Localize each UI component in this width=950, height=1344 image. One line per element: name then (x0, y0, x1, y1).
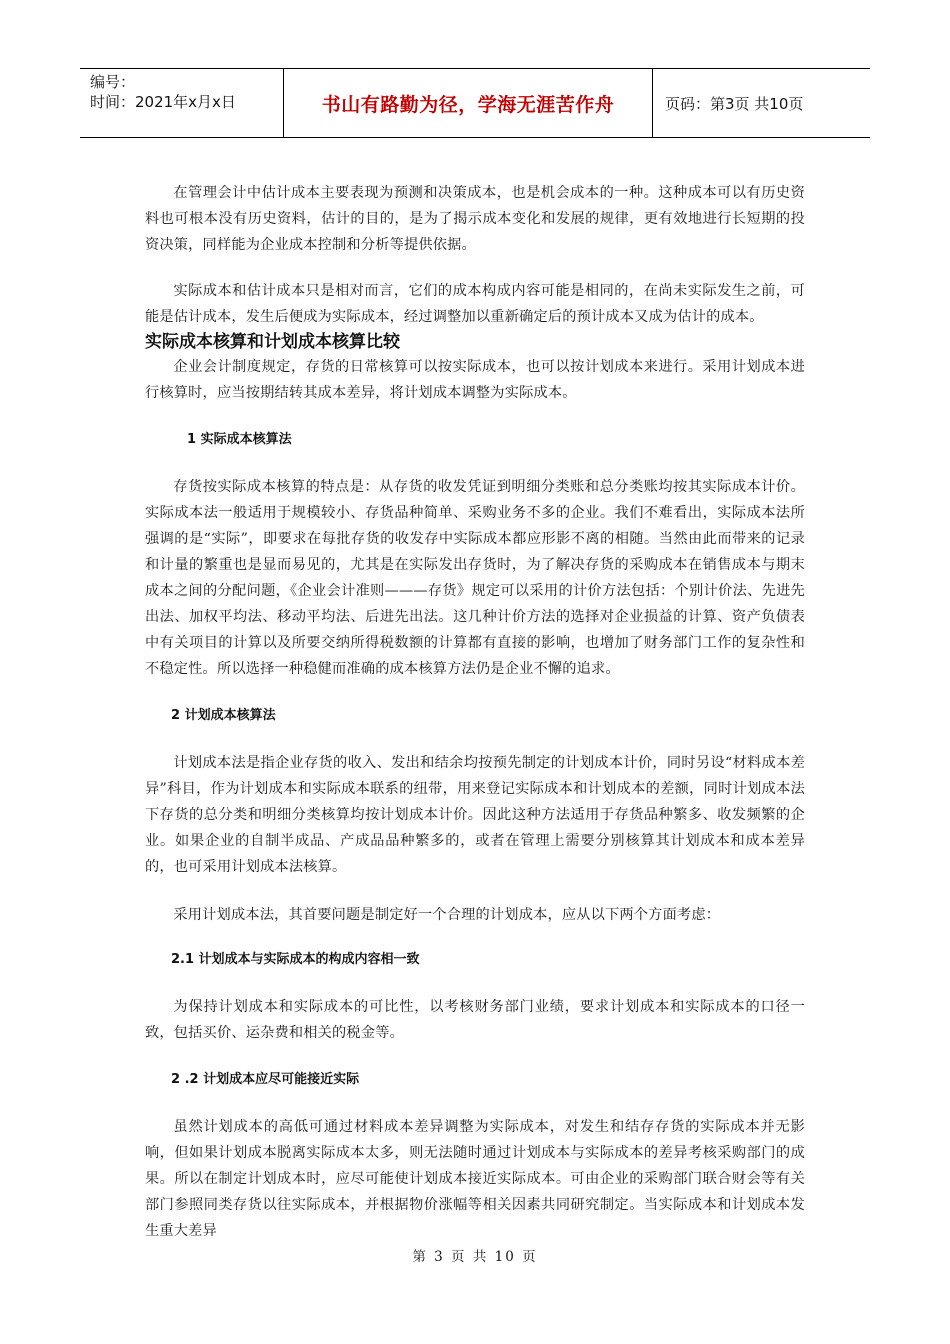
paragraph: 虽然计划成本的高低可通过材料成本差异调整为实际成本，对发生和结存存货的实际成本并无影响，但如果计划成本脱离实际成本太多，则无法随时通过计划成本与实际成本的差异考核采购部门的成果。所以在制定计划成本时，应尽可能使计划成本接近实际成本。可由企业的采购部门联合财会等有关部门参照同类存货以往实际成本，并根据物价涨幅等相关因素共同研究制定。当实际成本和计划成本发生重大差异 (145, 1119, 805, 1239)
paragraph: 计划成本法是指企业存货的收入、发出和结余均按预先制定的计划成本计价，同时另设“材料成本差异”科目，作为计划成本和实际成本联系的纽带，用来登记实际成本和计划成本的差额，同时计划成本法下存货的总分类和明细分类核算均按计划成本计价。因此这种方法适用于存货品种繁多、收发频繁的企业。如果企业的自制半成品、产成品品种繁多的，或者在管理上需要分别核算其计划成本和成本差异的，也可采用计划成本法核算。 (145, 755, 805, 875)
subsection-heading: 1 实际成本核算法 (187, 432, 292, 447)
header-page-info: 页码：第3页 共10页 (665, 94, 804, 113)
paragraph: 为保持计划成本和实际成本的可比性，以考核财务部门业绩，要求计划成本和实际成本的口径一致，包括买价、运杂费和相关的税金等。 (145, 999, 805, 1041)
paragraph: 企业会计制度规定，存货的日常核算可以按实际成本，也可以按计划成本来进行。采用计划成本进行核算时，应当按期结转其成本差异，将计划成本调整为实际成本。 (145, 359, 805, 401)
document-body (145, 180, 805, 1244)
paragraph: 存货按实际成本核算的特点是：从存货的收发凭证到明细分类账和总分类账均按其实际成本计价。实际成本法一般适用于规模较小、存货品种简单、采购业务不多的企业。我们不难看出，实际成本法所强调的是“实际”，即要求在每批存货的收发存中实际成本都应形影不离的相随。当然由此而带来的记录和计量的繁重也是显而易见的，尤其是在实际发出存货时，为了解决存货的采购成本在销售成本与期末成本之间的分配问题，《企业会计准则———存货》规定可以采用的计价方法包括：个别计价法、先进先出法、加权平均法、移动平均法、后进先出法。这几种计价方法的选择对企业损益的计算、资产负债表中有关项目的计算以及所要交纳所得税数额的计算都有直接的影响，也增加了财务部门工作的复杂性和不稳定性。所以选择一种稳健而准确的成本核算方法仍是企业不懈的追求。 (145, 479, 805, 677)
document-header (80, 68, 870, 138)
subsection-heading: 2 计划成本核算法 (171, 708, 276, 723)
paragraph: 采用计划成本法，其首要问题是制定好一个合理的计划成本，应从以下两个方面考虑： (173, 907, 721, 923)
subsection-heading: 2.1 计划成本与实际成本的构成内容相一致 (171, 952, 420, 967)
header-motto: 书山有路勤为径，学海无涯苦作舟 (283, 69, 653, 137)
date-label: 时间：2021年x月x日 (90, 93, 236, 111)
paragraph: 实际成本和估计成本只是相对而言，它们的成本构成内容可能是相同的，在尚未实际发生之前，可能是估计成本，发生后便成为实际成本，经过调整加以重新确定后的预计成本又成为估计的成本。 (145, 283, 805, 325)
paragraph: 在管理会计中估计成本主要表现为预测和决策成本，也是机会成本的一种。这种成本可以有历史资料也可根本没有历史资料，估计的目的，是为了揭示成本变化和发展的规律，更有效地进行长短期的投资决策，同样能为企业成本控制和分析等提供依据。 (145, 185, 805, 253)
header-meta (80, 69, 283, 137)
number-label: 编号： (90, 73, 136, 91)
section-heading: 实际成本核算和计划成本核算比较 (145, 332, 400, 352)
page-footer: 第 3 页 共 10 页 (412, 1249, 538, 1265)
subsection-heading: 2 .2 计划成本应尽可能接近实际 (171, 1072, 360, 1087)
